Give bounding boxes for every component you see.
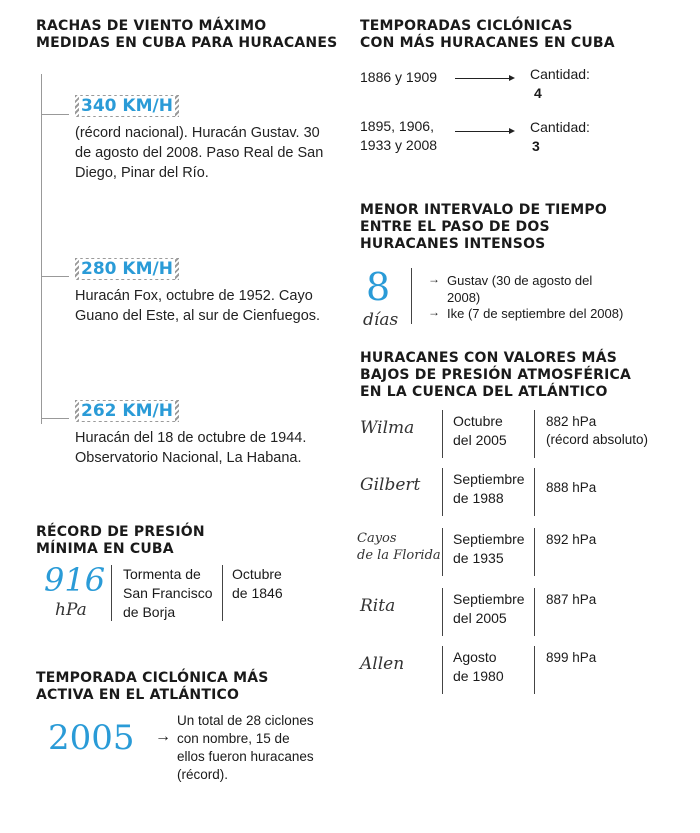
arrow-icon: → [428, 272, 440, 286]
timeline-tick [41, 418, 69, 419]
wind-speed-badge: 340 KM/H [75, 95, 179, 117]
wind-title: RACHAS DE VIENTO MÁXIMO MEDIDAS EN CUBA PARA HURACANES [36, 18, 338, 51]
pressure-date: Octubre de 1846 [232, 566, 283, 601]
divider [442, 410, 443, 458]
arrow-icon: → [155, 728, 171, 745]
hurricane-pressure: 882 hPa (récord absoluto) [546, 414, 649, 447]
active-season-title: TEMPORADA CICLÓNICA MÁS ACTIVA EN EL ATLÁNTICO [36, 670, 269, 703]
wind-speed-badge: 280 KM/H [75, 258, 179, 280]
wind-item: 262 KM/H Huracán del 18 de octubre de 1944. Observatorio Nacional, La Habana. [75, 401, 307, 466]
hurricane-date: Agosto de 1980 [453, 649, 504, 684]
season-years: 1886 y 1909 [360, 69, 438, 85]
hurricane-name: Gilbert [360, 475, 421, 495]
interval-value: 8 [366, 265, 391, 309]
season-years: 1895, 1906, 1933 y 2008 [360, 118, 438, 153]
hurricane-pressure: 888 hPa [546, 480, 597, 495]
interval-unit: días [363, 310, 399, 330]
hurricane-name: Allen [360, 654, 405, 674]
divider [534, 410, 535, 458]
divider [442, 468, 443, 516]
divider [534, 468, 535, 516]
hurricane-date: Septiembre de 1935 [453, 531, 525, 566]
interval-item: Ike (7 de septiembre del 2008) [447, 306, 624, 321]
interval-item: Gustav (30 de agosto del 2008) [447, 273, 593, 305]
wind-speed-badge: 262 KM/H [75, 400, 179, 422]
season-count: 3 [532, 138, 540, 154]
hurricane-pressure: 892 hPa [546, 532, 597, 547]
arrow-icon: → [428, 305, 440, 319]
interval-title: MENOR INTERVALO DE TIEMPO ENTRE EL PASO DE DOS HURACANES INTENSOS [360, 202, 607, 252]
season-count: 4 [534, 85, 542, 101]
timeline-tick [41, 276, 69, 277]
hurricane-name: Cayos de la Florida [357, 531, 441, 563]
wind-item: 340 KM/H (récord nacional). Huracán Gustav. 30 de agosto del 2008. Paso Real de San Diego, Pinar del Río. [75, 96, 324, 181]
wind-item: 280 KM/H Huracán Fox, octubre de 1952. Cayo Guano del Este, al sur de Cienfuegos. [75, 259, 321, 324]
pressure-unit: hPa [55, 600, 87, 620]
divider [442, 646, 443, 694]
seasons-title: TEMPORADAS CICLÓNICAS CON MÁS HURACANES EN CUBA [360, 18, 615, 51]
divider [111, 565, 112, 621]
pressure-value: 916 [44, 561, 106, 599]
active-season-year: 2005 [48, 718, 135, 758]
divider [534, 528, 535, 576]
hurricane-date: Octubre del 2005 [453, 413, 507, 448]
arrow-icon [455, 78, 513, 79]
lowest-title: HURACANES CON VALORES MÁS BAJOS DE PRESIÓN ATMOSFÉRICA EN LA CUENCA DEL ATLÁNTICO [360, 350, 632, 400]
hurricane-date: Septiembre del 2005 [453, 591, 525, 626]
divider [442, 528, 443, 576]
hurricane-name: Wilma [360, 418, 415, 438]
divider [411, 268, 412, 324]
arrow-icon [455, 131, 513, 132]
divider [442, 588, 443, 636]
pressure-cuba-title: RÉCORD DE PRESIÓN MÍNIMA EN CUBA [36, 524, 205, 557]
divider [534, 646, 535, 694]
season-count-label: Cantidad: [530, 66, 590, 82]
active-season-text: Un total de 28 ciclones con nombre, 15 de ellos fueron huracanes (récord). [177, 713, 314, 782]
season-count-label: Cantidad: [530, 119, 590, 135]
divider [222, 565, 223, 621]
hurricane-pressure: 887 hPa [546, 592, 597, 607]
hurricane-date: Septiembre de 1988 [453, 471, 525, 506]
hurricane-name: Rita [360, 596, 396, 616]
wind-timeline [41, 74, 42, 424]
divider [534, 588, 535, 636]
hurricane-pressure: 899 hPa [546, 650, 597, 665]
timeline-tick [41, 114, 69, 115]
pressure-storm: Tormenta de San Francisco de Borja [123, 566, 213, 620]
